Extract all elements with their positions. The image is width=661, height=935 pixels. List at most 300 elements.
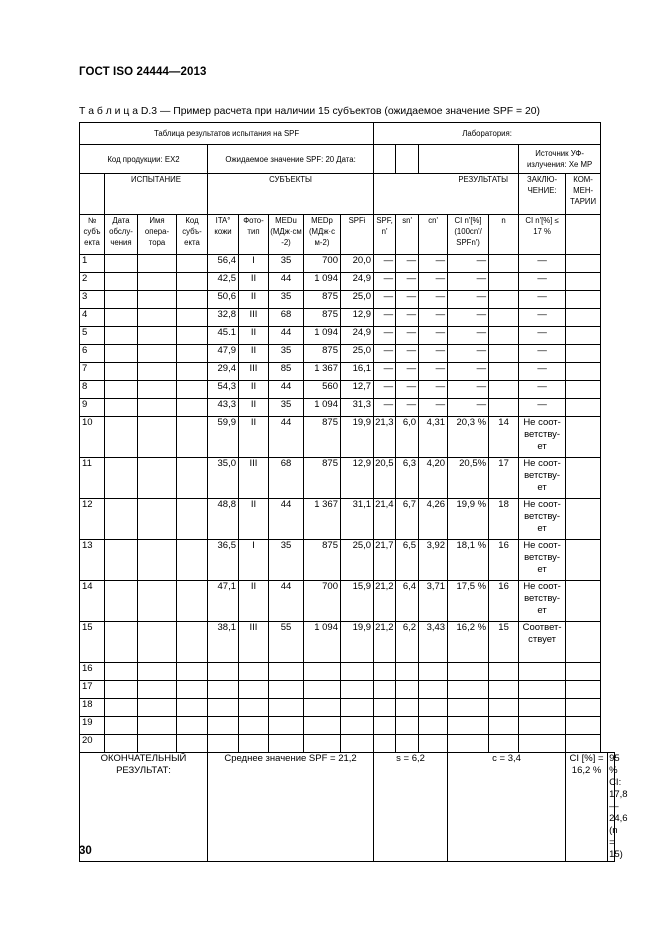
table-cell: — xyxy=(396,345,419,363)
table-cell: 54,3 xyxy=(208,381,239,399)
table-cell xyxy=(519,699,566,717)
table-cell: 68 xyxy=(269,458,304,499)
table-cell xyxy=(519,663,566,681)
table-cell: 15 xyxy=(80,622,105,663)
table-cell: — xyxy=(396,327,419,345)
table-cell: III xyxy=(239,458,269,499)
table-cell xyxy=(489,327,519,345)
table-cell: — xyxy=(374,363,396,381)
table-row xyxy=(80,581,615,622)
empty-header-cell xyxy=(419,145,519,174)
table-cell xyxy=(396,699,419,717)
table-cell: 6,5 xyxy=(396,540,419,581)
table-cell: — xyxy=(519,381,566,399)
table-cell xyxy=(341,735,374,753)
comments-cell xyxy=(566,663,601,681)
table-cell xyxy=(489,699,519,717)
table-cell xyxy=(177,622,208,663)
table-cell: III xyxy=(239,363,269,381)
table-cell: 12 xyxy=(80,499,105,540)
table-cell xyxy=(177,699,208,717)
group-results-header: РЕЗУЛЬТАТЫ xyxy=(374,174,519,215)
table-cell: 5 xyxy=(80,327,105,345)
table-cell: 31,3 xyxy=(341,399,374,417)
table-cell: 19 xyxy=(80,717,105,735)
table-cell: — xyxy=(419,345,448,363)
table-cell: 1 094 xyxy=(304,327,341,345)
table-cell: 18 xyxy=(80,699,105,717)
table-row xyxy=(80,681,615,699)
table-cell: 4,31 xyxy=(419,417,448,458)
comments-cell xyxy=(566,681,601,699)
table-cell xyxy=(239,717,269,735)
table-cell xyxy=(239,663,269,681)
table-cell: — xyxy=(519,327,566,345)
comments-cell xyxy=(566,381,601,399)
table-cell: 1 367 xyxy=(304,499,341,540)
table-cell xyxy=(396,717,419,735)
table-cell xyxy=(105,699,138,717)
table-cell: 44 xyxy=(269,381,304,399)
column-header: MEDu (МДж·см -2) xyxy=(269,215,304,255)
table-cell xyxy=(396,681,419,699)
comments-cell xyxy=(566,499,601,540)
table-cell xyxy=(105,581,138,622)
table-cell xyxy=(341,699,374,717)
table-cell: — xyxy=(419,399,448,417)
table-cell: — xyxy=(419,291,448,309)
table-cell: 3,92 xyxy=(419,540,448,581)
table-row xyxy=(80,499,615,540)
comments-cell xyxy=(566,309,601,327)
table-cell: — xyxy=(396,363,419,381)
table-cell xyxy=(177,399,208,417)
table-cell xyxy=(448,699,489,717)
table-cell: 44 xyxy=(269,581,304,622)
table-cell xyxy=(105,345,138,363)
table-cell: 1 367 xyxy=(304,363,341,381)
table-cell xyxy=(208,735,239,753)
table-cell xyxy=(304,699,341,717)
table-cell: 25,0 xyxy=(341,345,374,363)
comments-cell xyxy=(566,273,601,291)
table-cell: Не соот-ветству-ет xyxy=(519,458,566,499)
table-cell xyxy=(396,663,419,681)
table-cell: 560 xyxy=(304,381,341,399)
table-cell: 875 xyxy=(304,291,341,309)
table-cell xyxy=(419,681,448,699)
table-cell xyxy=(138,345,177,363)
column-header: Код субъ-екта xyxy=(177,215,208,255)
table-cell: 44 xyxy=(269,327,304,345)
table-cell: 4,26 xyxy=(419,499,448,540)
table-cell: 35 xyxy=(269,255,304,273)
table-cell: 19,9 xyxy=(341,417,374,458)
table-cell: 17 xyxy=(80,681,105,699)
column-header: Имя опера-тора xyxy=(138,215,177,255)
table-cell xyxy=(396,735,419,753)
table-cell: 55 xyxy=(269,622,304,663)
table-cell xyxy=(419,663,448,681)
table-cell xyxy=(138,363,177,381)
table-cell xyxy=(269,681,304,699)
table-cell xyxy=(489,735,519,753)
mean-spf-cell: Среднее значение SPF = 21,2 xyxy=(208,753,374,862)
group-test-header: ИСПЫТАНИЕ xyxy=(105,174,208,215)
table-cell: 35 xyxy=(269,540,304,581)
table-cell xyxy=(341,663,374,681)
table-cell: 32,8 xyxy=(208,309,239,327)
table-cell xyxy=(374,663,396,681)
table-cell: 12,9 xyxy=(341,458,374,499)
table-cell: — xyxy=(519,255,566,273)
table-cell: 875 xyxy=(304,309,341,327)
table-cell: — xyxy=(519,363,566,381)
table-cell xyxy=(519,735,566,753)
table-body xyxy=(80,255,615,753)
table-cell xyxy=(138,499,177,540)
column-header: CI n'[%] ≤ 17 % xyxy=(519,215,566,255)
table-cell xyxy=(105,663,138,681)
table-cell: — xyxy=(396,273,419,291)
table-cell xyxy=(341,681,374,699)
table-cell xyxy=(177,273,208,291)
table-cell xyxy=(138,291,177,309)
table-cell: 17,5 % xyxy=(448,581,489,622)
table-cell: 47,1 xyxy=(208,581,239,622)
table-cell xyxy=(105,499,138,540)
table-cell: 29,4 xyxy=(208,363,239,381)
table-row xyxy=(80,381,615,399)
table-row xyxy=(80,663,615,681)
table-row xyxy=(80,309,615,327)
table-row xyxy=(80,540,615,581)
table-row xyxy=(80,273,615,291)
comments-cell xyxy=(566,622,601,663)
table-cell: 20 xyxy=(80,735,105,753)
table-cell xyxy=(177,363,208,381)
table-cell: 875 xyxy=(304,345,341,363)
final-result-label: ОКОНЧАТЕЛЬНЫЙ РЕЗУЛЬТАТ: xyxy=(80,753,208,862)
s-value-cell: s = 6,2 xyxy=(374,753,448,862)
table-cell: 14 xyxy=(489,417,519,458)
table-cell xyxy=(177,499,208,540)
table-cell: Не соот-ветству-ет xyxy=(519,540,566,581)
table-cell: 13 xyxy=(80,540,105,581)
table-cell: 44 xyxy=(269,499,304,540)
table-cell xyxy=(105,622,138,663)
table-cell: 25,0 xyxy=(341,540,374,581)
table-cell: I xyxy=(239,255,269,273)
table-cell xyxy=(419,699,448,717)
column-header-comments xyxy=(566,215,601,255)
table-cell: 35 xyxy=(269,399,304,417)
table-cell: 16,1 xyxy=(341,363,374,381)
table-cell: 47,9 xyxy=(208,345,239,363)
table-cell: — xyxy=(519,345,566,363)
table-row xyxy=(80,255,615,273)
table-cell: Не соот-ветству-ет xyxy=(519,499,566,540)
table-cell xyxy=(489,363,519,381)
caption-prefix: Т а б л и ц а xyxy=(79,106,138,117)
group-subjects-header: СУБЪЕКТЫ xyxy=(208,174,374,215)
table-row xyxy=(80,458,615,499)
table-cell: — xyxy=(448,363,489,381)
column-header: n xyxy=(489,215,519,255)
table-cell: III xyxy=(239,622,269,663)
table-cell: 35,0 xyxy=(208,458,239,499)
table-cell: 20,5% xyxy=(448,458,489,499)
table-cell: 1 094 xyxy=(304,622,341,663)
table-cell xyxy=(489,717,519,735)
column-header: sn' xyxy=(396,215,419,255)
column-header: MEDp (МДж·с м-2) xyxy=(304,215,341,255)
table-cell xyxy=(448,735,489,753)
column-header: ITA° кожи xyxy=(208,215,239,255)
table-cell: II xyxy=(239,381,269,399)
table-cell: II xyxy=(239,399,269,417)
table-cell: — xyxy=(396,381,419,399)
table-row xyxy=(80,345,615,363)
table-cell: — xyxy=(419,255,448,273)
column-header: CI n'[%] (100cn'/ SPFn') xyxy=(448,215,489,255)
table-cell xyxy=(138,699,177,717)
table-cell xyxy=(519,717,566,735)
table-cell: 9 xyxy=(80,399,105,417)
table-row xyxy=(80,717,615,735)
table-cell xyxy=(448,717,489,735)
table-cell: 11 xyxy=(80,458,105,499)
table-cell: 15,9 xyxy=(341,581,374,622)
ci95-cell: 95 % CI: 17,8 — 24,6 (n = 15) xyxy=(609,753,628,860)
table-cell xyxy=(489,345,519,363)
table-cell: 35 xyxy=(269,291,304,309)
table-cell xyxy=(177,381,208,399)
table-cell xyxy=(208,717,239,735)
table-cell: Не соот-ветству-ет xyxy=(519,581,566,622)
table-cell xyxy=(105,255,138,273)
table-cell: 1 094 xyxy=(304,273,341,291)
table-cell: II xyxy=(239,345,269,363)
table-cell: 6 xyxy=(80,345,105,363)
group-conclusion-header: ЗАКЛЮ-ЧЕНИЕ: xyxy=(519,174,566,215)
column-header: Дата обслу-чения xyxy=(105,215,138,255)
comments-cell xyxy=(566,458,601,499)
table-cell: 59,9 xyxy=(208,417,239,458)
table-cell xyxy=(239,699,269,717)
table-cell: — xyxy=(419,327,448,345)
table-cell xyxy=(138,381,177,399)
table-cell xyxy=(208,663,239,681)
table-cell xyxy=(177,717,208,735)
table-cell xyxy=(519,681,566,699)
table-cell: II xyxy=(239,291,269,309)
comments-cell xyxy=(566,363,601,381)
table-cell xyxy=(138,327,177,345)
c-value-cell: c = 3,4 xyxy=(448,753,566,862)
table-cell xyxy=(105,327,138,345)
table-cell: 6,4 xyxy=(396,581,419,622)
column-header: № субъ екта xyxy=(80,215,105,255)
expected-spf-cell: Ожидаемое значение SPF: 20 Дата: xyxy=(208,145,374,174)
comments-cell xyxy=(566,291,601,309)
table-cell: — xyxy=(519,399,566,417)
table-cell: I xyxy=(239,540,269,581)
table-cell xyxy=(138,417,177,458)
table-cell: 8 xyxy=(80,381,105,399)
table-cell xyxy=(269,699,304,717)
table-cell xyxy=(138,581,177,622)
table-cell xyxy=(419,735,448,753)
table-row xyxy=(80,291,615,309)
table-cell xyxy=(105,717,138,735)
table-cell: — xyxy=(419,273,448,291)
table-cell xyxy=(239,681,269,699)
table-cell xyxy=(177,417,208,458)
table-cell xyxy=(138,273,177,291)
comments-cell xyxy=(566,581,601,622)
table-cell: 24,9 xyxy=(341,273,374,291)
table-cell xyxy=(105,273,138,291)
column-header: Фото-тип xyxy=(239,215,269,255)
table-cell: 10 xyxy=(80,417,105,458)
table-cell xyxy=(138,681,177,699)
table-cell: 16 xyxy=(489,540,519,581)
table-cell: 16 xyxy=(489,581,519,622)
table-cell: 43,3 xyxy=(208,399,239,417)
table-cell: 12,9 xyxy=(341,309,374,327)
table-title-cell: Таблица результатов испытания на SPF xyxy=(80,123,374,145)
table-cell: — xyxy=(396,399,419,417)
table-cell: 14 xyxy=(80,581,105,622)
table-cell: — xyxy=(396,255,419,273)
table-cell xyxy=(269,735,304,753)
comments-cell xyxy=(566,327,601,345)
comments-cell xyxy=(566,417,601,458)
table-cell xyxy=(138,458,177,499)
table-cell: 18 xyxy=(489,499,519,540)
table-cell: — xyxy=(448,255,489,273)
table-cell: 44 xyxy=(269,273,304,291)
table-cell: 25,0 xyxy=(341,291,374,309)
table-cell xyxy=(177,309,208,327)
column-header: cn' xyxy=(419,215,448,255)
table-cell xyxy=(448,681,489,699)
table-cell: 4,20 xyxy=(419,458,448,499)
comments-cell xyxy=(566,399,601,417)
table-cell: 16 xyxy=(80,663,105,681)
table-cell: — xyxy=(448,399,489,417)
table-cell: 17 xyxy=(489,458,519,499)
table-cell: 21,7 xyxy=(374,540,396,581)
table-cell xyxy=(419,717,448,735)
table-cell: 21,3 xyxy=(374,417,396,458)
table-cell: — xyxy=(419,309,448,327)
empty-header-cell xyxy=(374,145,396,174)
table-cell xyxy=(138,735,177,753)
table-cell: 700 xyxy=(304,581,341,622)
caption-text: D.3 — Пример расчета при наличии 15 субъектов (ожидаемое значение SPF = 20) xyxy=(138,106,540,117)
table-cell: 44 xyxy=(269,417,304,458)
table-cell xyxy=(489,681,519,699)
table-cell: Соответ-ствует xyxy=(519,622,566,663)
table-cell xyxy=(208,699,239,717)
table-cell: — xyxy=(396,309,419,327)
table-cell xyxy=(374,681,396,699)
table-cell xyxy=(105,735,138,753)
table-cell xyxy=(138,540,177,581)
table-cell xyxy=(105,399,138,417)
table-cell xyxy=(489,309,519,327)
table-cell: 35 xyxy=(269,345,304,363)
table-cell xyxy=(489,399,519,417)
table-cell: 875 xyxy=(304,540,341,581)
table-cell: 48,8 xyxy=(208,499,239,540)
table-cell xyxy=(138,663,177,681)
table-cell: 1 094 xyxy=(304,399,341,417)
product-code-cell: Код продукции: EX2 xyxy=(80,145,208,174)
table-cell: — xyxy=(448,381,489,399)
table-cell xyxy=(489,255,519,273)
table-cell: 875 xyxy=(304,458,341,499)
table-cell xyxy=(269,717,304,735)
table-cell xyxy=(105,417,138,458)
table-cell xyxy=(304,681,341,699)
table-cell: 38,1 xyxy=(208,622,239,663)
table-cell: 12,7 xyxy=(341,381,374,399)
table-cell: — xyxy=(374,345,396,363)
table-cell xyxy=(341,717,374,735)
table-cell xyxy=(177,581,208,622)
table-cell xyxy=(138,622,177,663)
table-cell xyxy=(177,663,208,681)
comments-cell xyxy=(566,255,601,273)
table-cell xyxy=(374,699,396,717)
table-cell: 6,0 xyxy=(396,417,419,458)
table-row xyxy=(80,417,615,458)
ci-value-cell: CI [%] = 16,2 % xyxy=(566,753,608,862)
spf-results-table xyxy=(79,122,628,862)
table-cell xyxy=(105,458,138,499)
table-cell: II xyxy=(239,273,269,291)
table-cell xyxy=(105,309,138,327)
table-cell xyxy=(489,273,519,291)
table-cell: 18,1 % xyxy=(448,540,489,581)
table-cell: 21,2 xyxy=(374,622,396,663)
table-cell: 50,6 xyxy=(208,291,239,309)
table-row xyxy=(80,399,615,417)
table-cell: — xyxy=(448,291,489,309)
table-cell: — xyxy=(419,363,448,381)
table-cell: 20,5 xyxy=(374,458,396,499)
table-cell xyxy=(374,717,396,735)
table-cell: — xyxy=(374,381,396,399)
table-cell: — xyxy=(374,273,396,291)
group-comments-header: КОМ-МЕН-ТАРИИ xyxy=(566,174,601,215)
table-cell: 19,9 % xyxy=(448,499,489,540)
table-cell xyxy=(304,735,341,753)
table-cell: — xyxy=(448,327,489,345)
table-cell xyxy=(177,255,208,273)
table-cell xyxy=(269,663,304,681)
table-cell: II xyxy=(239,327,269,345)
table-cell: — xyxy=(448,309,489,327)
table-row xyxy=(80,622,615,663)
table-cell: Не соот-ветству-ет xyxy=(519,417,566,458)
document-header: ГОСТ ISO 24444—2013 xyxy=(79,66,207,78)
table-cell: 3 xyxy=(80,291,105,309)
table-cell: 36,5 xyxy=(208,540,239,581)
